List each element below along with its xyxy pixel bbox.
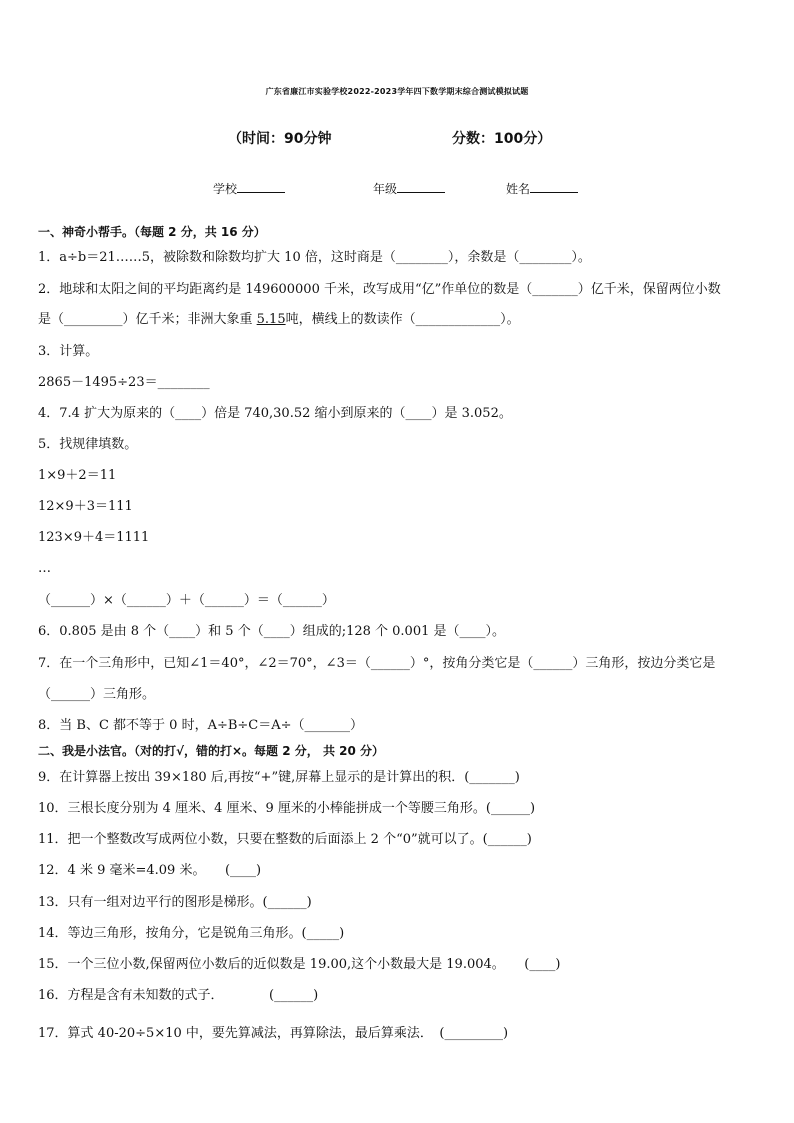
question-3-label: 3．计算。 <box>38 344 99 359</box>
question-6: 6．0.805 是由 8 个（____）和 5 个（____）组成的;128 个 0.001 是（____）。 <box>38 624 505 639</box>
school-field <box>213 180 285 197</box>
page-title: 广东省廉江市实验学校2022-2023学年四下数学期末综合测试模拟试题 <box>265 87 529 96</box>
question-3-expression: 2865－1495÷23＝________ <box>38 375 210 390</box>
question-5-label: 5．找规律填数。 <box>38 437 138 452</box>
question-12: 12．4 米 9 毫米=4.09 米。 (____) <box>38 863 262 878</box>
question-2-line-2-pre: 是（_________）亿千米；非洲大象重 <box>38 312 257 327</box>
question-8: 8．当 B、C 都不等于 0 时，A÷B÷C＝A÷（_______） <box>38 718 364 733</box>
question-7-line-1: 7．在一个三角形中，已知∠1＝40°，∠2＝70°，∠3＝（______）°，按角分类它是（______）三角形，按边分类它是 <box>38 656 716 671</box>
question-13: 13．只有一组对边平行的图形是梯形。(______) <box>38 895 312 910</box>
question-14: 14．等边三角形，按角分，它是锐角三角形。(_____) <box>38 926 345 941</box>
exam-time: （时间：90分钟 <box>228 131 332 147</box>
question-10: 10．三根长度分别为 4 厘米、4 厘米、9 厘米的小棒能拼成一个等腰三角形。(______) <box>38 801 536 816</box>
underlined-number: 5.15 <box>256 312 286 327</box>
name-blank[interactable] <box>530 180 578 193</box>
question-2-line-1: 2．地球和太阳之间的平均距离约是 149600000 千米，改写成用“亿”作单位的数是（_______）亿千米，保留两位小数 <box>38 282 721 297</box>
pattern-ellipsis: … <box>38 561 51 576</box>
question-2-line-2-post: 吨，横线上的数读作（_____________）。 <box>285 312 520 327</box>
question-15: 15．一个三位小数,保留两位小数后的近似数是 19.00,这个小数最大是 19.004。 (____) <box>38 957 561 972</box>
question-2-line-2 <box>38 312 520 328</box>
school-blank[interactable] <box>237 180 285 193</box>
question-1: 1．a÷b＝21……5，被除数和除数均扩大 10 倍，这时商是（________），余数是（________）。 <box>38 250 591 265</box>
question-9: 9．在计算器上按出 39×180 后,再按“+”键,屏幕上显示的是计算出的积．(_______) <box>38 770 520 785</box>
pattern-row-1: 1×9＋2＝11 <box>38 468 117 483</box>
question-7-line-2: （______）三角形。 <box>38 687 156 702</box>
exam-score: 分数：100分） <box>452 131 552 147</box>
grade-blank[interactable] <box>397 180 445 193</box>
pattern-row-2: 12×9＋3＝111 <box>38 499 133 514</box>
pattern-row-3: 123×9＋4＝1111 <box>38 530 150 545</box>
name-field <box>506 180 578 197</box>
grade-label: 年级 <box>373 182 398 196</box>
question-4: 4．7.4 扩大为原来的（____）倍是 740,30.52 缩小到原来的（____）是 3.052。 <box>38 406 512 421</box>
grade-field <box>373 180 445 197</box>
question-5-answer: （______）×（______）＋（______）＝（______） <box>38 593 335 608</box>
question-11: 11．把一个整数改写成两位小数，只要在整数的后面添上 2 个“0”就可以了。(______) <box>38 832 532 847</box>
section-1-heading: 一、神奇小帮手。（每题 2 分，共 16 分） <box>38 225 266 239</box>
question-16: 16．方程是含有未知数的式子． (______) <box>38 988 319 1003</box>
question-17: 17．算式 40-20÷5×10 中，要先算减法，再算除法，最后算乘法． (_________) <box>38 1026 509 1041</box>
school-label: 学校 <box>213 182 238 196</box>
name-label: 姓名 <box>506 182 531 196</box>
section-2-heading: 二、我是小法官。（对的打√，错的打×。每题 2 分， 共 20 分） <box>38 744 384 758</box>
